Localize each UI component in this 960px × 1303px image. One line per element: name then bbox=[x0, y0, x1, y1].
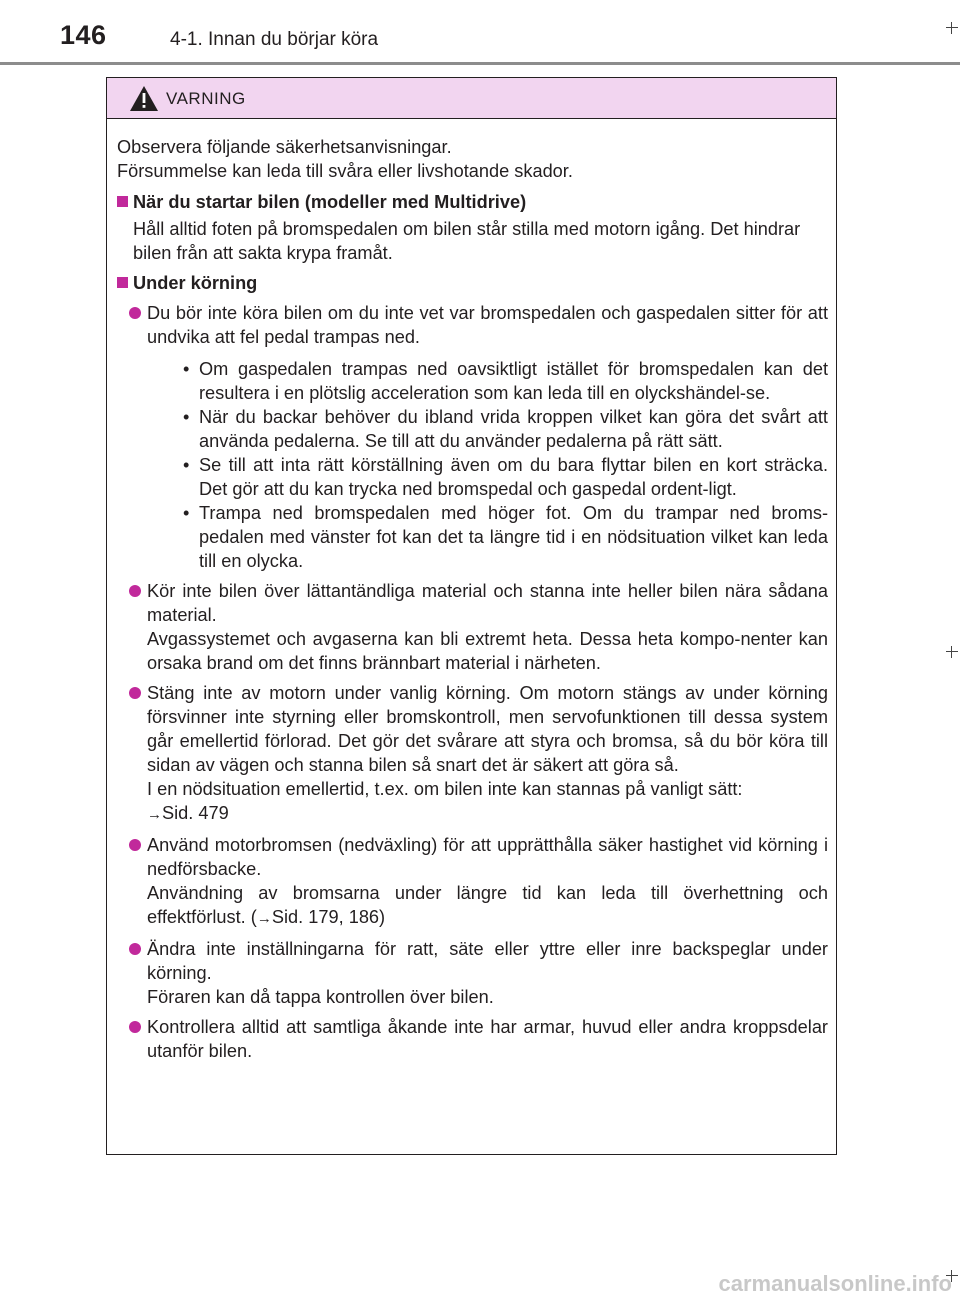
section-heading-driving: Under körning bbox=[117, 271, 828, 295]
page-number: 146 bbox=[60, 20, 107, 50]
intro-line: Observera följande säkerhetsanvisningar. bbox=[117, 137, 452, 157]
intro-line: Försummelse kan leda till svåra eller livshotande skador. bbox=[117, 161, 573, 181]
section-text-start: Håll alltid foten på bromspedalen om bilen står stilla med motorn igång. Det hindrar bilen från att sakta krypa framåt. bbox=[133, 219, 801, 263]
crop-mark bbox=[946, 22, 958, 34]
header-rule bbox=[0, 62, 960, 65]
warning-body bbox=[107, 119, 836, 1063]
section-title: 4-1. Innan du börjar köra bbox=[170, 29, 379, 50]
list-item bbox=[117, 579, 828, 675]
list-item-text: Du bör inte köra bilen om du inte vet var bromspedalen och gaspedalen sitter för att undvika att fel pedal trampas ned. bbox=[147, 303, 828, 347]
reference-text: Sid. 479 bbox=[162, 803, 229, 823]
warning-box bbox=[106, 77, 837, 1155]
arrow-icon: → bbox=[256, 910, 272, 927]
list-item bbox=[117, 681, 828, 827]
warning-triangle-icon bbox=[129, 85, 159, 112]
list-item bbox=[117, 1015, 828, 1063]
arrow-icon: → bbox=[147, 806, 162, 823]
list-item-text: Kontrollera alltid att samtliga åkande inte har armar, huvud eller andra kroppsdelar utanför bilen. bbox=[147, 1017, 828, 1061]
intro bbox=[117, 135, 828, 183]
warning-label: VARNING bbox=[166, 89, 246, 108]
footer-watermark: carmanualsonline.info bbox=[718, 1271, 952, 1296]
list-item-text: I en nödsituation emellertid, t.ex. om bilen inte kan stannas på vanligt sätt: bbox=[147, 779, 743, 799]
sub-list-item: • Om gaspedalen trampas ned oavsiktligt istället för bromspedalen kan det resultera i en plötslig acceleration som kan leda till en olyckshändel-se. bbox=[147, 357, 828, 405]
reference-text: Sid. 179, 186) bbox=[271, 907, 386, 927]
list-item-text: Kör inte bilen över lättantändliga material och stanna inte heller bilen nära sådana material. bbox=[147, 581, 828, 625]
list-item-text: Ändra inte inställningarna för ratt, säte eller yttre eller inre backspeglar under körning. bbox=[147, 939, 828, 983]
sub-list-item: • När du backar behöver du ibland vrida kroppen vilket kan göra det svårt att använda pedalerna. Se till att du använder pedalerna på rätt sätt. bbox=[147, 405, 828, 453]
page-reference bbox=[147, 801, 828, 827]
list-item bbox=[117, 833, 828, 931]
crop-mark bbox=[946, 646, 958, 658]
sub-list-item: • Se till att inta rätt körställning även om du bara flyttar bilen en kort sträcka. Det gör att du kan trycka ned bromspedal och gaspedal ordent-ligt. bbox=[147, 453, 828, 501]
sub-list-item: • Trampa ned bromspedalen med höger fot. Om du trampar ned broms-pedalen med vänster fot kan det ta längre tid i en nödsituation vilket kan leda till en olycka. bbox=[147, 501, 828, 573]
warning-header bbox=[107, 78, 836, 119]
sub-list bbox=[147, 357, 828, 573]
list-item-text: Avgassystemet och avgaserna kan bli extremt heta. Dessa heta kompo-nenter kan orsaka brand om det finns brännbart material i närheten. bbox=[147, 629, 828, 673]
list-item-text-part: Användning av bromsarna under längre tid kan leda till överhettning och effektförlust. ( bbox=[147, 883, 828, 927]
list-item-text: Föraren kan då tappa kontrollen över bilen. bbox=[147, 987, 494, 1007]
list-item-text: Använd motorbromsen (nedväxling) för att upprätthålla säker hastighet vid körning i nedförsbacke. bbox=[147, 835, 828, 879]
list-item-text: Stäng inte av motorn under vanlig körning. Om motorn stängs av under körning försvinner inte styrning eller bromskontroll, men servofunktionen till dessa system går emellertid förlorad. Det gör det svårare att styra och bromsa, så du bör köra till sidan av vägen och stanna bilen så snart det är säkert att göra så. bbox=[147, 683, 828, 775]
list-item-text bbox=[147, 881, 828, 931]
list-item bbox=[117, 937, 828, 1009]
list-item bbox=[117, 301, 828, 573]
section-heading-start: När du startar bilen (modeller med Multidrive) bbox=[117, 190, 828, 214]
